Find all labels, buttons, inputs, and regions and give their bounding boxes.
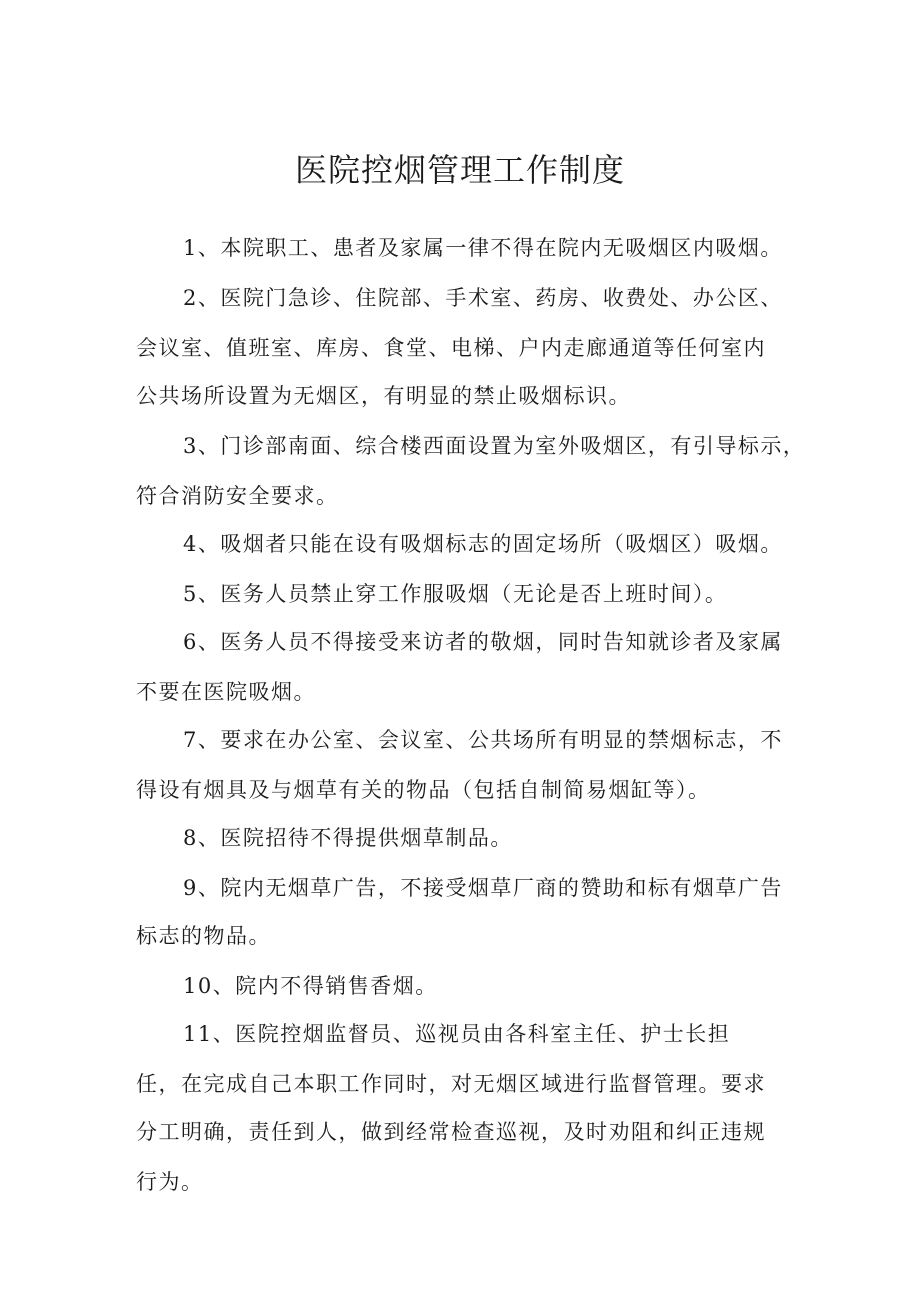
rule-5-line-1: 5、医务人员禁止穿工作服吸烟（无论是否上班时间）。 (183, 582, 728, 606)
rule-7-line-2: 得设有烟具及与烟草有关的物品（包括自制简易烟缸等）。 (136, 778, 711, 802)
rule-9-line-2: 标志的物品。 (136, 924, 271, 948)
rule-4-line-1: 4、吸烟者只能在设有吸烟标志的固定场所（吸烟区）吸烟。 (183, 532, 783, 556)
rule-11-line-2: 任，在完成自己本职工作同时，对无烟区域进行监督管理。要求 (136, 1072, 766, 1096)
rule-6-line-1: 6、医务人员不得接受来访者的敬烟，同时告知就诊者及家属 (183, 630, 783, 654)
rule-10-line-1: 10、院内不得销售香烟。 (183, 974, 438, 998)
rule-1-line-1: 1、本院职工、患者及家属一律不得在院内无吸烟区内吸烟。 (183, 236, 783, 260)
rule-3-line-2: 符合消防安全要求。 (136, 484, 339, 508)
rule-8-line-1: 8、医院招待不得提供烟草制品。 (183, 826, 513, 850)
rule-3-line-1: 3、门诊部南面、综合楼西面设置为室外吸烟区，有引导标示， (183, 434, 806, 458)
page-title: 医院控烟管理工作制度 (294, 151, 625, 189)
rule-2-line-1: 2、医院门急诊、住院部、手术室、药房、收费处、办公区、 (183, 286, 783, 310)
rule-7-line-1: 7、要求在办公室、会议室、公共场所有明显的禁烟标志，不 (183, 728, 783, 752)
rule-2-line-2: 会议室、值班室、库房、食堂、电梯、户内走廊通道等任何室内 (136, 336, 766, 360)
rule-11-line-4: 行为。 (136, 1170, 204, 1194)
rule-11-line-3: 分工明确，责任到人，做到经常检查巡视，及时劝阻和纠正违规 (136, 1120, 766, 1144)
rule-2-line-3: 公共场所设置为无烟区，有明显的禁止吸烟标识。 (136, 384, 631, 408)
rule-11-line-1: 11、医院控烟监督员、巡视员由各科室主任、护士长担 (183, 1022, 731, 1046)
rule-9-line-1: 9、院内无烟草广告，不接受烟草厂商的赞助和标有烟草广告 (183, 876, 783, 900)
rule-6-line-2: 不要在医院吸烟。 (136, 680, 316, 704)
